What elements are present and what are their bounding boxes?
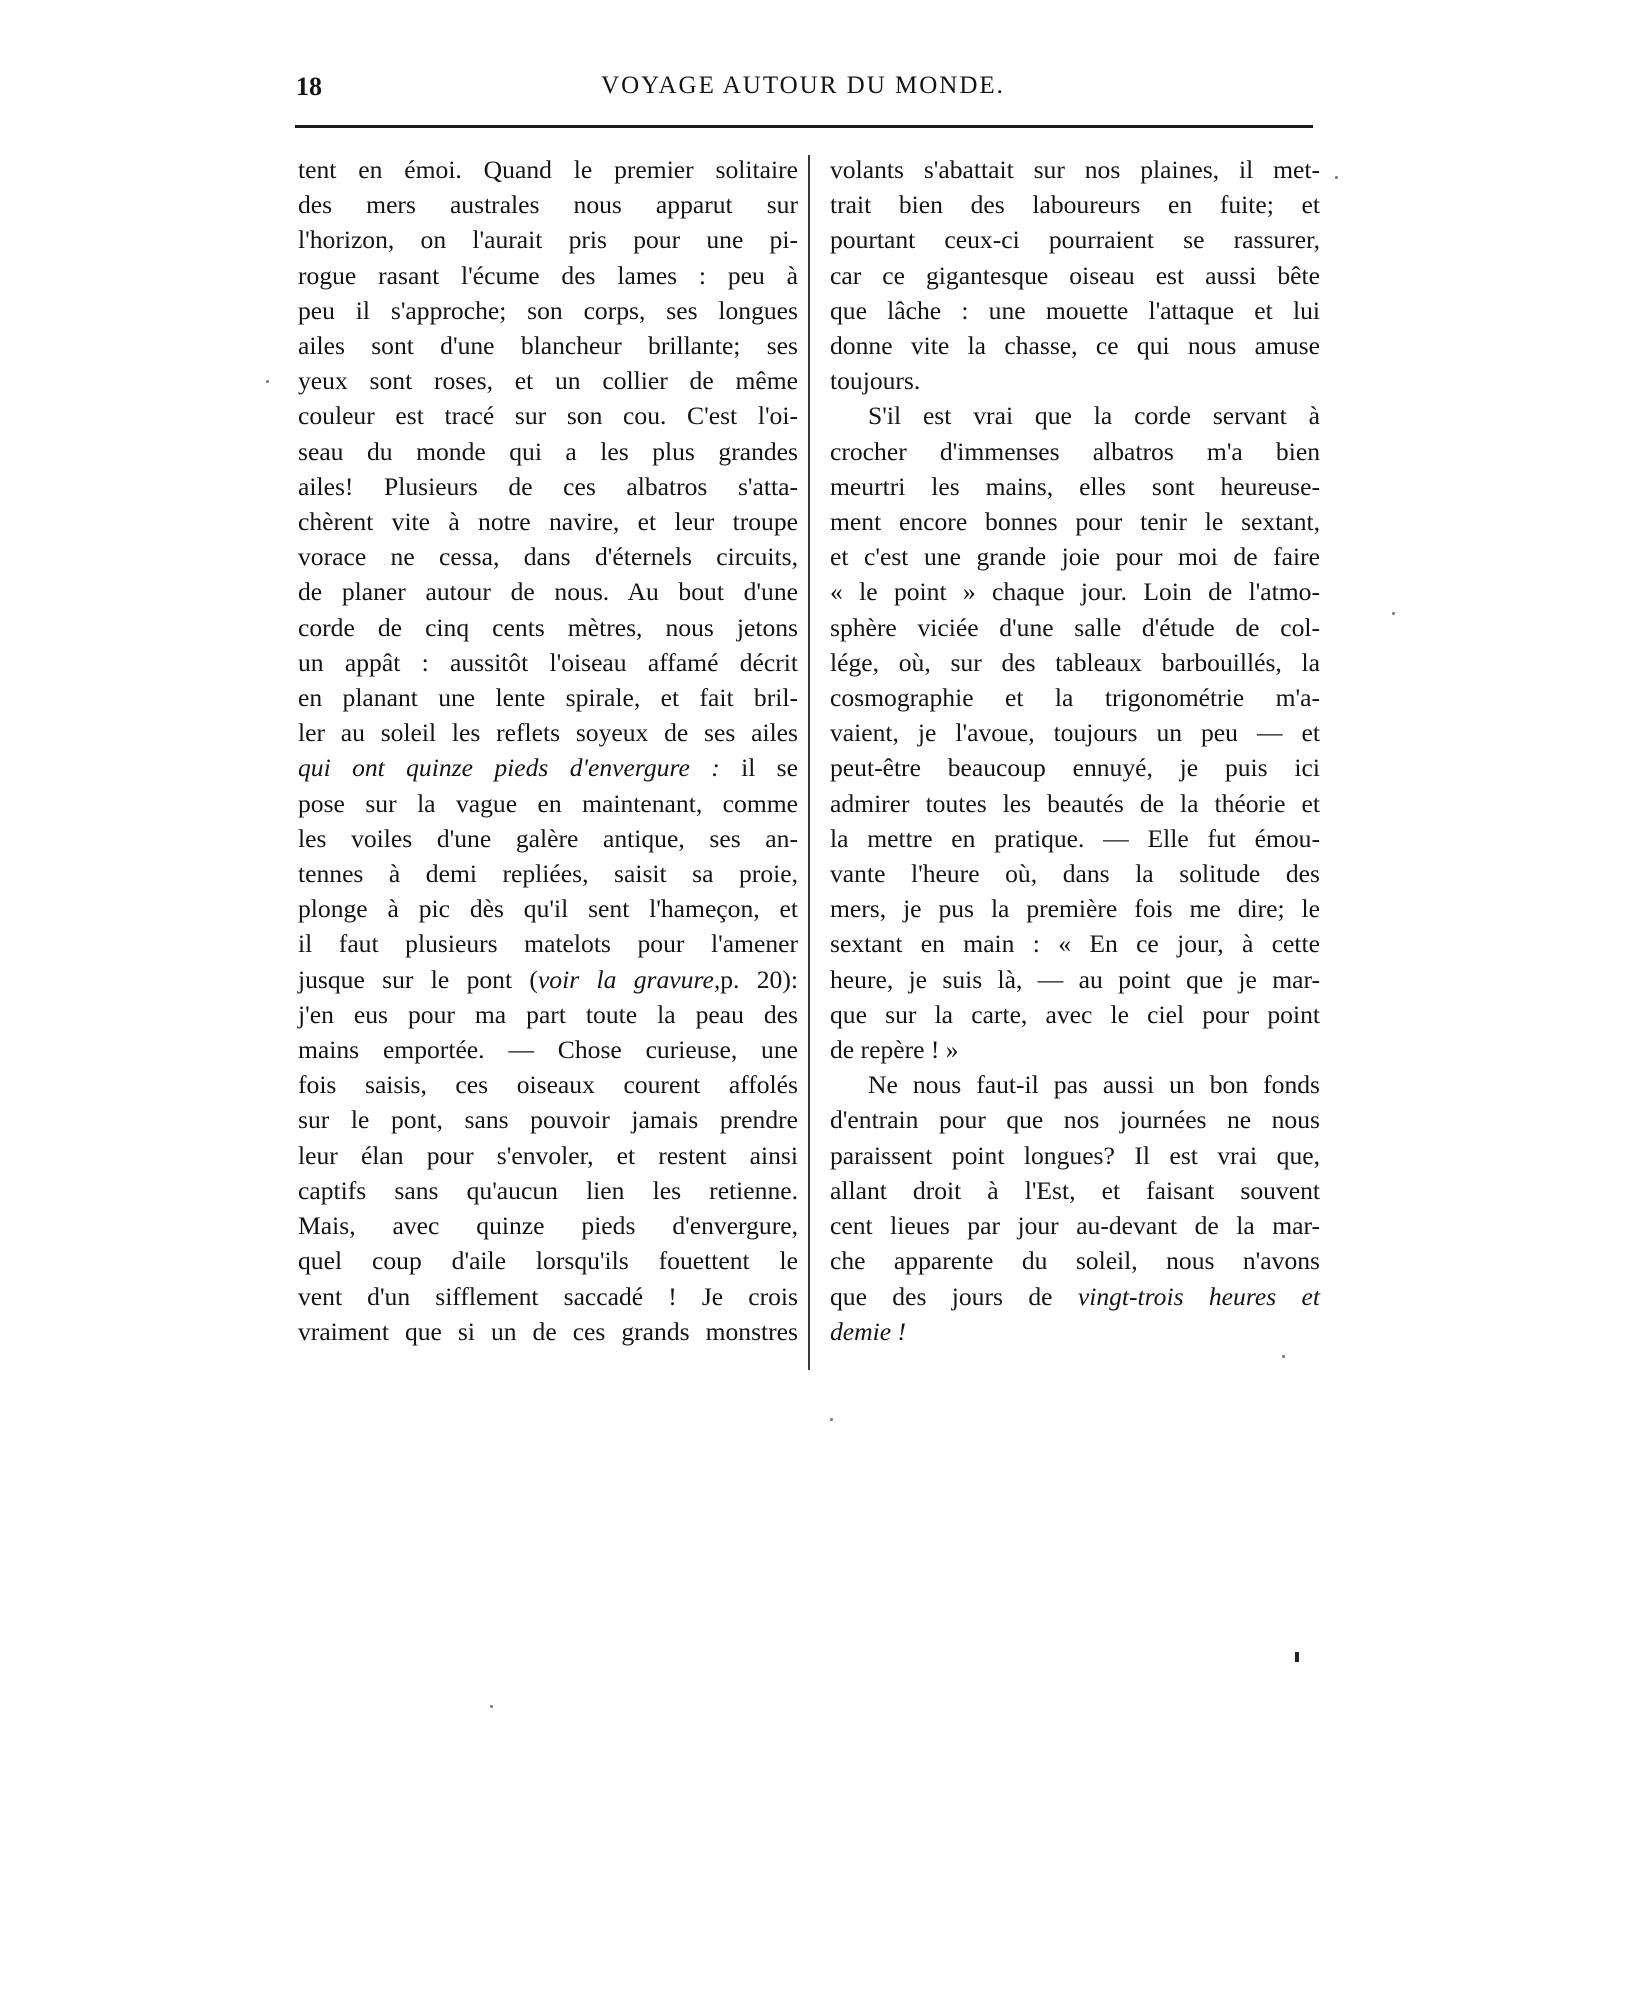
- text-line: volants s'abattait sur nos plaines, il met-: [830, 155, 1320, 184]
- text-line: que sur la carte, avec le ciel pour point: [830, 999, 1320, 1029]
- text-line: quel coup d'aile lorsqu'ils fouettent le: [298, 1246, 798, 1276]
- text-line: d'entrain pour que nos journées ne nous: [830, 1105, 1320, 1135]
- text-line: S'il est vrai que la corde servant à: [868, 401, 1320, 431]
- italic-text: demie !: [830, 1316, 907, 1346]
- text-line: allant droit à l'Est, et faisant souvent: [830, 1175, 1320, 1205]
- text-line: que des jours de vingt-trois heures et: [830, 1281, 1320, 1311]
- text-line: corde de cinq cents mètres, nous jetons: [298, 612, 798, 642]
- text-line: meurtri les mains, elles sont heureuse-: [830, 471, 1320, 501]
- text-line: sphère viciée d'une salle d'étude de col-: [830, 612, 1320, 642]
- text-line: des mers australes nous apparut sur: [298, 190, 798, 220]
- text-line: il faut plusieurs matelots pour l'amener: [298, 929, 798, 959]
- text-line: mers, je pus la première fois me dire; le: [830, 894, 1320, 924]
- text-line: un appât : aussitôt l'oiseau affamé décrit: [298, 647, 798, 677]
- text-line: lége, où, sur des tableaux barbouillés, la: [830, 647, 1320, 677]
- text-line: ailes! Plusieurs de ces albatros s'atta-: [298, 471, 798, 501]
- text-line: vraiment que si un de ces grands monstres: [298, 1316, 798, 1346]
- text-line: toujours.: [830, 366, 921, 396]
- text-line: l'horizon, on l'aurait pris pour une pi-: [298, 225, 798, 255]
- text-line: et c'est une grande joie pour moi de faire: [830, 542, 1320, 572]
- text-line: vante l'heure où, dans la solitude des: [830, 859, 1320, 889]
- print-speck: [266, 380, 269, 383]
- running-head: [292, 72, 1314, 112]
- text-line: cent lieues par jour au-devant de la mar-: [830, 1211, 1320, 1241]
- text-line: ment encore bonnes pour tenir le sextant,: [830, 507, 1320, 537]
- print-speck: [830, 1418, 833, 1421]
- text-line: j'en eus pour ma part toute la peau des: [298, 999, 798, 1029]
- text-line: chèrent vite à notre navire, et leur troupe: [298, 507, 798, 537]
- italic-text: qui ont quinze pieds d'envergure :: [298, 753, 720, 783]
- text-line: pourtant ceux-ci pourraient se rassurer,: [830, 225, 1320, 255]
- text-line: [830, 1314, 1320, 1349]
- page-number: 18: [296, 72, 322, 101]
- text-line: mains emportée. — Chose curieuse, une: [298, 1035, 798, 1065]
- text-line: car ce gigantesque oiseau est aussi bête: [830, 260, 1320, 290]
- text-line: captifs sans qu'aucun lien les retienne.: [298, 1175, 798, 1205]
- text-line: leur élan pour s'envoler, et restent ainsi: [298, 1140, 798, 1170]
- text-line: donne vite la chasse, ce qui nous amuse: [830, 331, 1320, 361]
- italic-text: vingt-trois heures et: [1077, 1281, 1320, 1311]
- text-line: plonge à pic dès qu'il sent l'hameçon, et: [298, 894, 798, 924]
- text-line: de repère ! »: [830, 1035, 959, 1065]
- text-line: pose sur la vague en maintenant, comme: [298, 788, 798, 818]
- text-line: tennes à demi repliées, saisit sa proie,: [298, 859, 798, 889]
- text-line: admirer toutes les beautés de la théorie et: [830, 788, 1320, 818]
- text-line: yeux sont roses, et un collier de même: [298, 366, 798, 396]
- left-column: [298, 152, 798, 1349]
- text-line: crocher d'immenses albatros m'a bien: [830, 436, 1320, 466]
- text-line: vorace ne cessa, dans d'éternels circuits,: [298, 542, 798, 572]
- print-speck: [490, 1705, 493, 1708]
- text-line: de planer autour de nous. Au bout d'une: [298, 577, 798, 607]
- text-line: ailes sont d'une blancheur brillante; ses: [298, 331, 798, 361]
- text-line: Ne nous faut-il pas aussi un bon fonds: [868, 1070, 1320, 1100]
- text-line: les voiles d'une galère antique, ses an-: [298, 823, 798, 853]
- text-line: que lâche : une mouette l'attaque et lui: [830, 295, 1320, 325]
- text-line: fois saisis, ces oiseaux courent affolés: [298, 1070, 798, 1100]
- text-line: en planant une lente spirale, et fait bril-: [298, 683, 798, 713]
- text-line: peut-être beaucoup ennuyé, je puis ici: [830, 753, 1320, 783]
- text-line: vent d'un sifflement saccadé ! Je crois: [298, 1281, 798, 1311]
- text-line: peu il s'approche; son corps, ses longues: [298, 295, 798, 325]
- text-line: la mettre en pratique. — Elle fut émou-: [830, 823, 1320, 853]
- text-line: trait bien des laboureurs en fuite; et: [830, 190, 1320, 220]
- text-line: cosmographie et la trigonométrie m'a-: [830, 683, 1320, 713]
- print-speck: [1392, 612, 1395, 615]
- text-line: che apparente du soleil, nous n'avons: [830, 1246, 1320, 1276]
- text-line: seau du monde qui a les plus grandes: [298, 436, 798, 466]
- text-line: paraissent point longues? Il est vrai que,: [830, 1140, 1320, 1170]
- text-line: tent en émoi. Quand le premier solitaire: [298, 155, 798, 184]
- header-rule: [295, 125, 1313, 128]
- text-line: rogue rasant l'écume des lames : peu à: [298, 260, 798, 290]
- text-line: couleur est tracé sur son cou. C'est l'oi-: [298, 401, 798, 431]
- text-line: ler au soleil les reflets soyeux de ses ailes: [298, 718, 798, 748]
- text-line: sextant en main : « En ce jour, à cette: [830, 929, 1320, 959]
- text-line: qui ont quinze pieds d'envergure : il se: [298, 753, 799, 783]
- print-speck: [1282, 1355, 1285, 1358]
- text-line: heure, je suis là, — au point que je mar-: [830, 964, 1320, 994]
- text-line: « le point » chaque jour. Loin de l'atmo-: [830, 577, 1320, 607]
- print-speck: [1335, 176, 1338, 179]
- column-divider: [808, 155, 810, 1370]
- right-column: [830, 152, 1320, 1349]
- margin-mark: [1295, 1652, 1299, 1662]
- running-title: VOYAGE AUTOUR DU MONDE.: [601, 72, 1005, 99]
- text-line: sur le pont, sans pouvoir jamais prendre: [298, 1105, 798, 1135]
- text-line: jusque sur le pont (voir la gravure,p. 20):: [298, 964, 798, 994]
- italic-text: voir la gravure,: [537, 964, 721, 994]
- text-line: vaient, je l'avoue, toujours un peu — et: [830, 718, 1320, 748]
- text-line: Mais, avec quinze pieds d'envergure,: [298, 1211, 798, 1241]
